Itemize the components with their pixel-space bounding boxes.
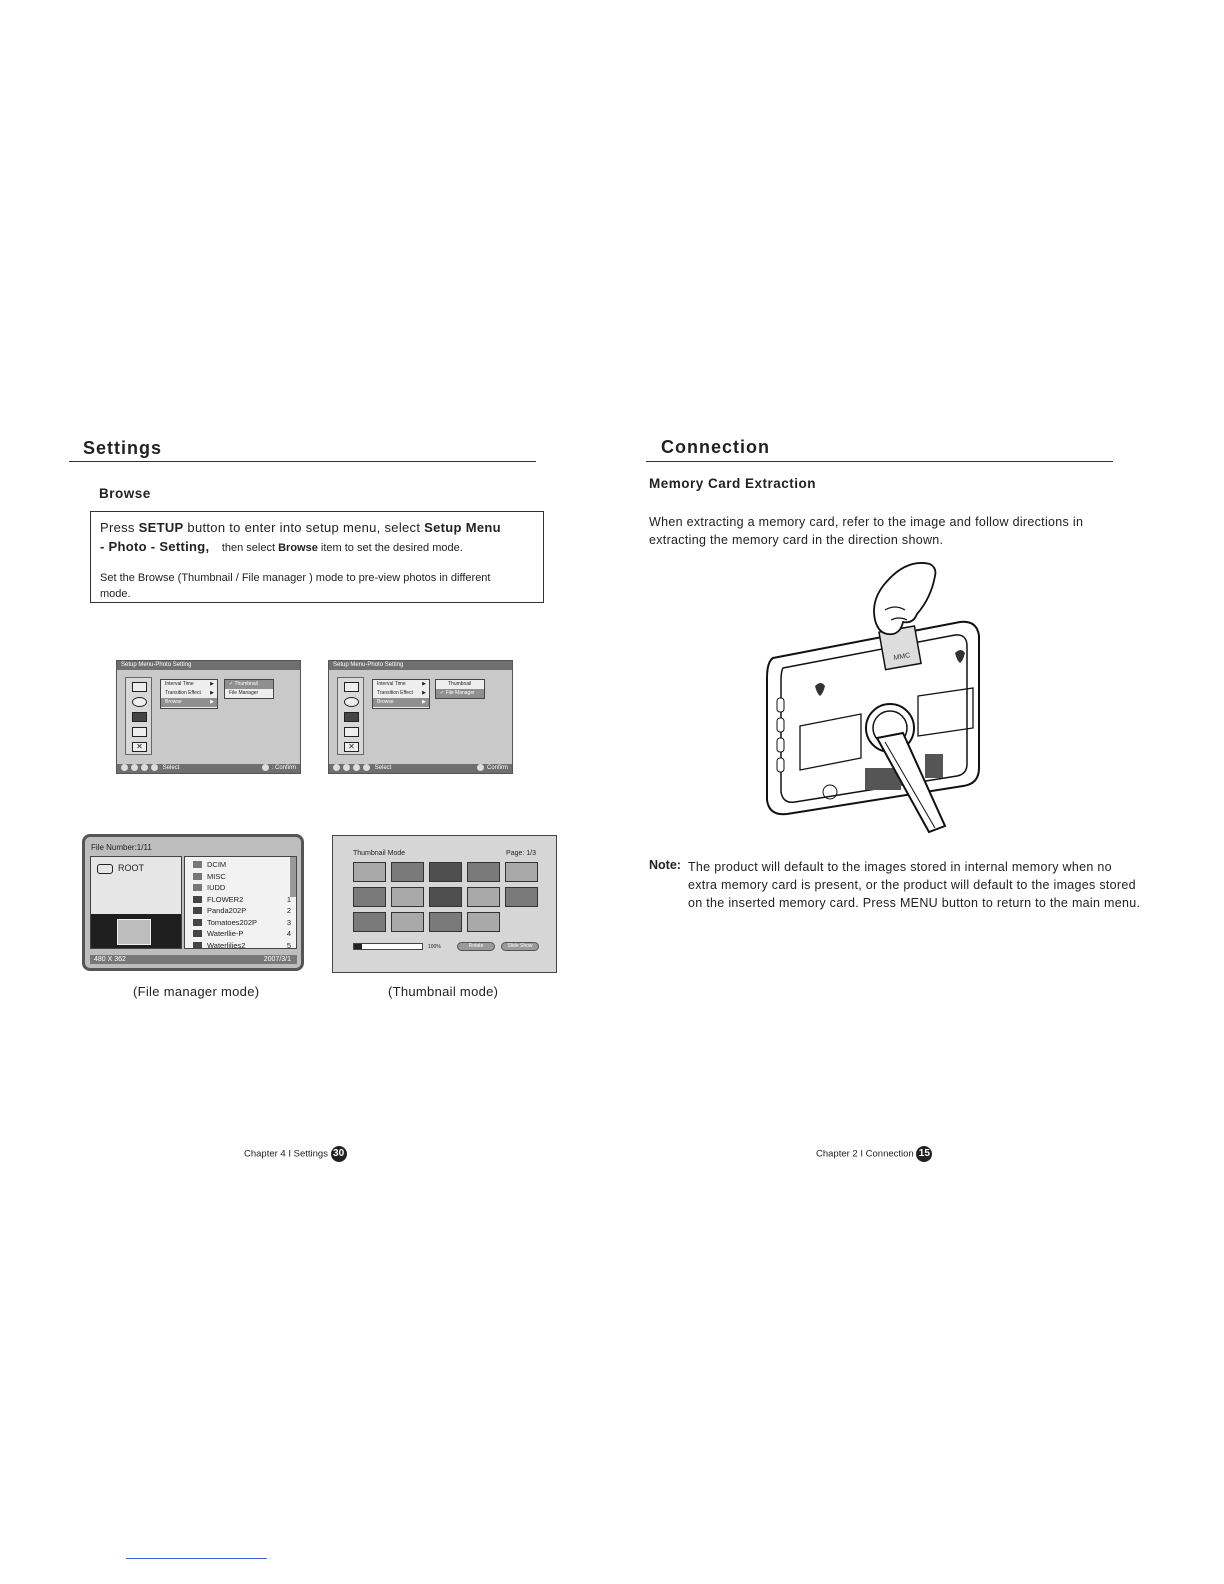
menu-item-transition-effect[interactable]: Transition Effect ▶ bbox=[165, 690, 214, 696]
thumbnail-page: Page: 1/3 bbox=[506, 850, 536, 857]
folder-icon bbox=[193, 861, 202, 868]
text-press: Press bbox=[100, 520, 139, 535]
side-button-icon bbox=[777, 718, 784, 732]
left-button-icon bbox=[333, 764, 340, 771]
up-button-icon bbox=[343, 764, 350, 771]
file-manager-screen bbox=[82, 834, 304, 971]
thumbnail-cell[interactable] bbox=[467, 912, 500, 932]
image-file-icon bbox=[193, 919, 202, 926]
menu-item-interval-time[interactable]: Interval Time ▶ bbox=[377, 681, 426, 687]
setup-menu-screen-file-manager bbox=[328, 660, 513, 774]
browse-heading: Browse bbox=[99, 486, 151, 501]
left-button-icon bbox=[121, 764, 128, 771]
setup-icon-column bbox=[337, 677, 364, 755]
speaker-grill bbox=[925, 754, 943, 778]
folder-row[interactable]: MISC bbox=[185, 871, 296, 883]
photo-frame-card-extraction-illustration bbox=[755, 558, 985, 848]
screen-header: Setup Menu-Photo Setting bbox=[329, 661, 512, 670]
root-drive[interactable]: ROOT bbox=[97, 863, 144, 874]
instructions-paragraph-2: Set the Browse (Thumbnail / File manager ) mode to pre-view photos in different mode. bbox=[100, 572, 491, 600]
drive-icon bbox=[97, 864, 113, 874]
right-button-icon bbox=[141, 764, 148, 771]
left-page-number: 30 bbox=[331, 1146, 347, 1162]
zoom-level: 100% bbox=[428, 944, 441, 950]
thumbnail-screen bbox=[332, 835, 557, 973]
image-file-icon bbox=[193, 930, 202, 937]
right-section-title: Connection bbox=[661, 437, 770, 457]
exit-icon: ✕ bbox=[132, 742, 147, 752]
left-footer-text: Chapter 4 I Settings bbox=[244, 1148, 328, 1160]
thumbnail-title: Thumbnail Mode bbox=[353, 850, 406, 857]
screen-footer bbox=[329, 764, 512, 773]
image-file-icon bbox=[193, 907, 202, 914]
thumbnail-cell[interactable] bbox=[505, 862, 538, 882]
photo-setting-menu bbox=[160, 679, 218, 709]
folder-row[interactable]: IUDD bbox=[185, 882, 296, 894]
memory-card-label: MMC bbox=[893, 652, 911, 662]
menu-item-browse[interactable]: Browse ▶ bbox=[373, 698, 429, 707]
thumbnail-caption: (Thumbnail mode) bbox=[388, 984, 499, 999]
thumbnail-cell[interactable] bbox=[429, 862, 462, 882]
down-button-icon bbox=[363, 764, 370, 771]
bottom-link-line bbox=[126, 1558, 267, 1559]
menu-item-transition-effect[interactable]: Transition Effect ▶ bbox=[377, 690, 426, 696]
instructions-line-1 bbox=[100, 520, 501, 535]
thumbnail-cell[interactable] bbox=[391, 887, 424, 907]
right-footer-text: Chapter 2 I Connection bbox=[816, 1148, 914, 1160]
file-date: 2007/3/1 bbox=[263, 956, 291, 963]
left-page-footer bbox=[244, 1146, 347, 1162]
folder-icon bbox=[193, 884, 202, 891]
option-thumbnail[interactable]: ✓ Thumbnail bbox=[225, 680, 273, 689]
file-number: File Number:1/11 bbox=[91, 843, 152, 852]
text-enter-setup: button to enter into setup menu, select bbox=[183, 520, 425, 535]
note-label: Note: bbox=[649, 858, 681, 872]
exit-icon: ✕ bbox=[344, 742, 359, 752]
confirm-button-icon bbox=[477, 764, 484, 771]
text-then-select-a: then select bbox=[221, 542, 279, 554]
text-setup-menu: Setup Menu bbox=[424, 520, 501, 535]
screen-footer bbox=[117, 764, 300, 773]
rotate-button[interactable]: Rotate bbox=[457, 942, 495, 951]
thumbnail-cell[interactable] bbox=[467, 887, 500, 907]
browse-instructions-box bbox=[90, 511, 544, 603]
side-button-icon bbox=[777, 698, 784, 712]
file-row[interactable]: Tomatoes202P 3 bbox=[185, 917, 296, 929]
thumbnail-cell[interactable] bbox=[429, 887, 462, 907]
file-manager-caption: (File manager mode) bbox=[133, 984, 260, 999]
screen-header: Setup Menu-Photo Setting bbox=[117, 661, 300, 670]
folder-icon bbox=[193, 873, 202, 880]
instructions-line-2 bbox=[100, 538, 463, 556]
footer-select: Select bbox=[162, 765, 180, 772]
file-row[interactable]: Waterllie-P 4 bbox=[185, 928, 296, 940]
file-row[interactable]: Waterlilies2 5 bbox=[185, 940, 296, 952]
folder-row[interactable]: DCIM bbox=[185, 859, 296, 871]
memory-card-intro: When extracting a memory card, refer to the image and follow directions in extracting the memory card in the direction shown. bbox=[649, 515, 1084, 547]
right-page-footer bbox=[816, 1146, 932, 1162]
footer-select: Select bbox=[374, 765, 392, 772]
option-file-manager[interactable]: ✓ File Manager bbox=[436, 689, 484, 698]
system-setting-icon bbox=[344, 727, 359, 737]
note-text: The product will default to the images stored in internal memory when no extra memory card is present, or the product will default to the images stored on the inserted memory card. Press MENU button to return to the main menu. bbox=[688, 860, 1141, 910]
text-browse: Browse bbox=[278, 542, 318, 554]
music-setting-icon bbox=[132, 697, 147, 707]
option-thumbnail[interactable]: Thumbnail bbox=[448, 681, 472, 687]
left-section-title: Settings bbox=[83, 438, 163, 458]
zoom-progress-fill bbox=[354, 944, 362, 949]
hand-icon bbox=[874, 563, 935, 634]
confirm-button-icon bbox=[262, 764, 269, 771]
root-panel bbox=[90, 856, 182, 949]
file-list bbox=[184, 856, 297, 949]
down-button-icon bbox=[151, 764, 158, 771]
thumbnail-cell[interactable] bbox=[391, 912, 424, 932]
thumbnail-cell[interactable] bbox=[429, 912, 462, 932]
thumbnail-cell[interactable] bbox=[353, 862, 386, 882]
photo-setting-icon bbox=[344, 682, 359, 692]
calendar-setting-icon bbox=[132, 712, 147, 722]
browse-options bbox=[224, 679, 274, 699]
file-row[interactable]: FLOWER2 1 bbox=[185, 894, 296, 906]
thumbnail-cell[interactable] bbox=[353, 912, 386, 932]
setup-icon-column bbox=[125, 677, 152, 755]
setup-menu-screen-thumbnail bbox=[116, 660, 301, 774]
text-setup: SETUP bbox=[138, 520, 184, 535]
right-title-rule bbox=[646, 461, 1113, 462]
text-photo-setting: - Photo - Setting, bbox=[100, 539, 210, 554]
option-file-manager[interactable]: File Manager bbox=[229, 690, 259, 696]
image-file-icon bbox=[193, 942, 202, 949]
menu-item-browse[interactable]: Browse ▶ bbox=[161, 698, 217, 707]
right-button-icon bbox=[353, 764, 360, 771]
file-row[interactable]: Panda202P 2 bbox=[185, 905, 296, 917]
thumbnail-cell[interactable] bbox=[391, 862, 424, 882]
photo-setting-menu bbox=[372, 679, 430, 709]
side-button-icon bbox=[777, 758, 784, 772]
resolution: 480 X 362 bbox=[94, 956, 126, 963]
text-then-select bbox=[222, 542, 463, 554]
side-button-icon bbox=[777, 738, 784, 752]
music-setting-icon bbox=[344, 697, 359, 707]
up-button-icon bbox=[131, 764, 138, 771]
system-setting-icon bbox=[132, 727, 147, 737]
preview-area bbox=[91, 914, 181, 948]
menu-item-interval-time[interactable]: Interval Time ▶ bbox=[165, 681, 214, 687]
thumbnail-cell[interactable] bbox=[467, 862, 500, 882]
right-page-number: 15 bbox=[916, 1146, 932, 1162]
zoom-progress-bar[interactable] bbox=[353, 943, 423, 950]
photo-setting-icon bbox=[132, 682, 147, 692]
memory-card-heading: Memory Card Extraction bbox=[649, 476, 817, 491]
browse-options bbox=[435, 679, 485, 699]
slide-show-button[interactable]: Slide Show bbox=[501, 942, 539, 951]
text-desired-mode: item to set the desired mode. bbox=[317, 542, 463, 554]
file-info-bar bbox=[90, 955, 297, 964]
thumbnail-cell[interactable] bbox=[353, 887, 386, 907]
thumbnail-cell[interactable] bbox=[505, 887, 538, 907]
image-file-icon bbox=[193, 896, 202, 903]
footer-confirm: : Confirm bbox=[262, 764, 296, 773]
left-title-rule bbox=[69, 461, 536, 462]
calendar-setting-icon bbox=[344, 712, 359, 722]
preview-thumbnail bbox=[117, 919, 151, 945]
footer-confirm: Confirm bbox=[477, 764, 508, 773]
